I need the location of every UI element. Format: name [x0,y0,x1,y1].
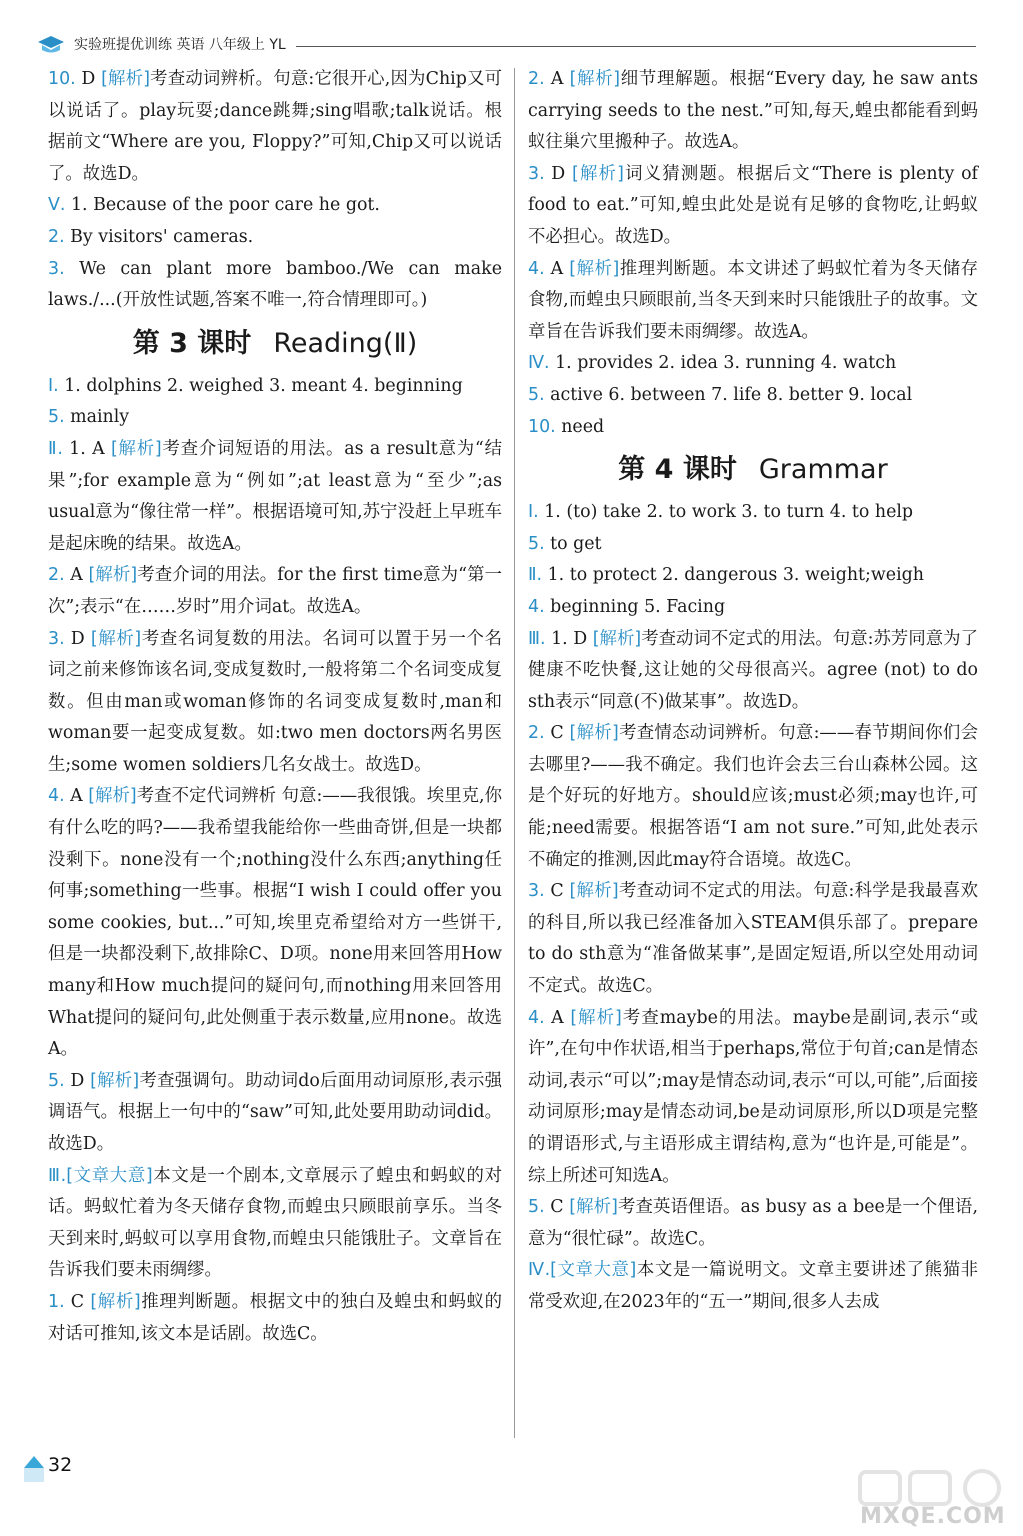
item-number: 4. [528,1007,545,1028]
item-number: 4. [528,258,545,279]
item-number: Ⅳ. [528,1260,551,1281]
item-number: 5. [528,533,545,554]
item-answer: C [544,723,570,744]
right-column [528,64,978,1319]
answer-item [48,434,502,560]
page-header [36,30,976,58]
item-answer: D [544,163,572,184]
item-text: We can plant more bamboo./We can make laws./...(开放性试题,答案不唯一,符合情理即可。) [48,258,502,311]
answer-item [528,1255,978,1318]
item-answer: 1. D [545,628,593,649]
item-text: 1. (to) take 2. to work 3. to turn 4. to help [538,502,914,523]
item-tag: [解析] [569,258,620,279]
answer-item [48,1161,502,1287]
item-number: 3. [528,163,545,184]
answer-item [528,412,978,444]
item-text: 考查名词复数的用法。名词可以置于另一个名词之前来修饰该名词,变成复数时,一般将第二个名词变成复数。但由man或woman修饰的名词变成复数时,man和woman要一起变成复数。如:two men doctors两名男医生;some women soldiers几名女战士。故选D。 [48,628,502,775]
page-number: 32 [48,1454,73,1476]
item-number: 5. [48,1070,65,1091]
item-text: 考查动词不定式的用法。句意:苏芳同意为了健康不吃快餐,这让她的父母很高兴。agree (not) to do sth表示“同意(不)做某事”。故选D。 [528,628,978,712]
item-answer: 1. A [62,438,111,459]
answer-item [48,190,502,222]
answer-item [528,348,978,380]
item-number: 5. [528,1197,545,1218]
item-answer: C [544,881,570,902]
answer-item [528,560,978,592]
answer-item [528,159,978,254]
item-text: need [555,416,605,437]
item-number: 5. [48,407,65,428]
item-tag: [解析] [90,1070,140,1091]
answer-item [528,380,978,412]
item-text: 推理判断题。根据文中的独白及蝗虫和蚂蚁的对话可推知,该文本是话剧。故选C。 [48,1291,502,1344]
item-tag: [解析] [569,69,621,89]
item-text: 考查情态动词辨析。句意:——春节期间你们会去哪里?——我不确定。我们也许会去三台山森林公园。这是个好玩的好地方。should应该;must必须;may也许,可能;need需要。根据答语“I am not sure.”可知,此处表示不确定的推测,因此may符合语境。故选C。 [528,723,978,870]
answer-item [528,592,978,624]
item-number: 2. [48,226,65,247]
column-divider [514,68,515,1438]
item-number: Ⅰ. [48,375,59,396]
item-number: 10. [528,416,556,437]
item-number: 3. [48,258,65,279]
item-number: 5. [528,384,545,405]
book-logo-icon [36,33,66,55]
answer-item [48,371,502,403]
item-number: Ⅱ. [528,565,543,586]
answer-item [528,1003,978,1193]
item-answer: C [64,1291,91,1312]
lesson-heading [528,445,978,495]
answer-item [48,64,502,190]
item-text: 1. dolphins 2. weighed 3. meant 4. beginning [58,375,463,396]
item-tag: [解析] [592,628,642,649]
item-text: 考查英语俚语。as busy as a bee是一个俚语,意为“很忙碌”。故选C。 [528,1197,978,1249]
item-number: Ⅲ. [48,1165,67,1186]
answer-item [528,876,978,1002]
item-text: 1. provides 2. idea 3. running 4. watch [549,353,897,374]
item-text: active 6. between 7. life 8. better 9. local [544,384,913,405]
item-tag: [解析] [90,628,142,649]
left-column [48,64,502,1350]
item-text: 1. Because of the poor care he got. [65,195,380,216]
answer-item [528,497,978,529]
answer-item [528,624,978,719]
item-text: 细节理解题。根据“Every day, he saw ants carrying seeds to the nest.”可知,每天,蝗虫都能看到蚂蚁往巢穴里搬种子。故选A。 [528,69,978,153]
item-tag: [解析] [569,881,619,902]
item-text: 本文是一个剧本,文章展示了蝗虫和蚂蚁的对话。蚂蚁忙着为冬天储存食物,而蝗虫只顾眼前享乐。当冬天到来时,蚂蚁可以享用食物,而蝗虫只能饿肚子。文章旨在告诉我们要未雨绸缪。 [48,1165,502,1281]
answer-item [528,1192,978,1255]
item-number: 2. [48,565,65,586]
item-number: Ⅰ. [528,502,539,523]
item-text: 考查动词不定式的用法。句意:科学是我最喜欢的科目,所以我已经准备加入STEAM俱乐部了。prepare to do sth意为“准备做某事”,是固定短语,所以空处用动词不定式。故选C。 [528,881,978,997]
lesson-heading-cn: 第 3 课时 [132,327,252,359]
answer-item [528,64,978,159]
item-number: 10. [48,69,76,89]
answer-item [528,254,978,349]
item-tag: [解析] [101,69,150,89]
item-number: 2. [528,69,545,89]
item-text: 推理判断题。本文讲述了蚂蚁忙着为冬天储存食物,而蝗虫只顾眼前,当冬天到来时只能饿肚子的故事。文章旨在告诉我们要未雨绸缪。故选A。 [528,258,978,342]
item-number: 2. [528,723,545,744]
item-number: Ⅴ. [48,195,66,216]
answer-item [48,1066,502,1161]
lesson-heading [48,319,502,369]
answer-item [528,718,978,876]
item-text: beginning 5. Facing [544,596,726,617]
item-tag: [文章大意] [550,1260,637,1281]
item-tag: [解析] [110,438,162,459]
lesson-heading-en: Grammar [758,454,888,486]
item-text: 考查强调句。助动词do后面用动词原形,表示强调语气。根据上一句中的“saw”可知,此处要用助动词did。故选D。 [48,1070,502,1154]
answer-item [48,222,502,254]
answer-item [48,1287,502,1350]
item-answer: C [544,1197,570,1218]
item-answer: A [64,565,89,586]
item-number: Ⅲ. [528,628,546,649]
item-text: to get [544,533,602,554]
item-answer: A [544,1007,571,1028]
item-text: 考查介词短语的用法。as a result意为“结果”;for example意为“例如”;at least意为“至少”;as usual意为“像往常一样”。根据语境可知,苏宁没赶上早班车是起床晚的结果。故选A。 [48,438,502,554]
item-tag: [解析] [569,723,619,744]
item-answer: A [64,786,89,807]
header-title: 实验班提优训练 英语 八年级上 YL [74,37,286,53]
answer-item [48,781,502,1065]
answer-item [48,402,502,434]
item-text: mainly [64,407,130,428]
answer-item [48,624,502,782]
item-number: Ⅳ. [528,353,550,374]
item-number: Ⅱ. [48,438,63,459]
item-text: 1. to protect 2. dangerous 3. weight;weigh [542,565,924,586]
item-text: 词义猜测题。根据后文“There is plenty of food to eat.”可知,蝗虫此处是说有足够的食物吃,让蚂蚁不必担心。故选D。 [528,163,978,247]
item-tag: [解析] [88,786,137,807]
item-text: 考查介词的用法。for the first time意为“第一次”;表示“在……岁时”用介词at。故选A。 [48,565,502,617]
answer-item [48,254,502,317]
item-tag: [文章大意] [66,1165,153,1186]
item-answer: D [64,1070,91,1091]
item-text: 考查动词辨析。句意:它很开心,因为Chip又可以说话了。play玩耍;dance跳舞;sing唱歌;talk说话。根据前文“Where are you, Floppy?”可知,Chip又可以说话了。故选D。 [48,69,503,184]
lesson-heading-en: Reading(Ⅱ) [273,327,418,359]
item-tag: [解析] [569,1197,618,1218]
item-number: 3. [528,881,545,902]
answer-item [528,529,978,561]
item-text: 本文是一篇说明文。文章主要讲述了熊猫非常受欢迎,在2023年的“五一”期间,很多人去成 [528,1260,978,1312]
watermark-text: MXQE.COM [860,1504,1006,1529]
lesson-heading-cn: 第 4 课时 [618,454,737,486]
answer-item [48,560,502,623]
item-text: By visitors' cameras. [64,226,254,247]
item-answer: A [544,69,570,89]
item-number: 3. [48,628,65,649]
item-text: 考查不定代词辨析 句意:——我很饿。埃里克,你有什么吃的吗?——我希望我能给你一些曲奇饼,但是一块都没剩下。none没有一个;nothing没什么东西;anything任何事;something一些事。根据“I wish I could offer you some cookies, but...”可知,埃里克希望给对方一些饼干,但是一块都没剩下,故排除C、D项。none用来回答用How many和How much提问的疑问句,而nothing用来回答用What提问的疑问句,此处侧重于表示数量,应用none。故选A。 [48,786,502,1060]
item-number: 4. [528,596,545,617]
item-answer: A [544,258,570,279]
item-number: 1. [48,1291,65,1312]
item-tag: [解析] [88,565,138,586]
item-number: 4. [48,786,65,807]
item-tag: [解析] [571,163,624,184]
item-tag: [解析] [90,1291,141,1312]
header-rule [296,46,976,47]
item-answer: D [75,69,102,89]
item-tag: [解析] [570,1007,622,1028]
item-answer: D [64,628,91,649]
item-text: 考查maybe的用法。maybe是副词,表示“或许”,在句中作状语,相当于perhaps,常位于句首;can是情态动词,表示“可以”;may是情态动词,表示“可以,可能”,后面接动词原形;may是情态动词,be是动词原形,所以D项是完整的谓语形式,与主语形成主谓结构,意为“也许是,可能是”。综上所述可知选A。 [528,1007,978,1186]
